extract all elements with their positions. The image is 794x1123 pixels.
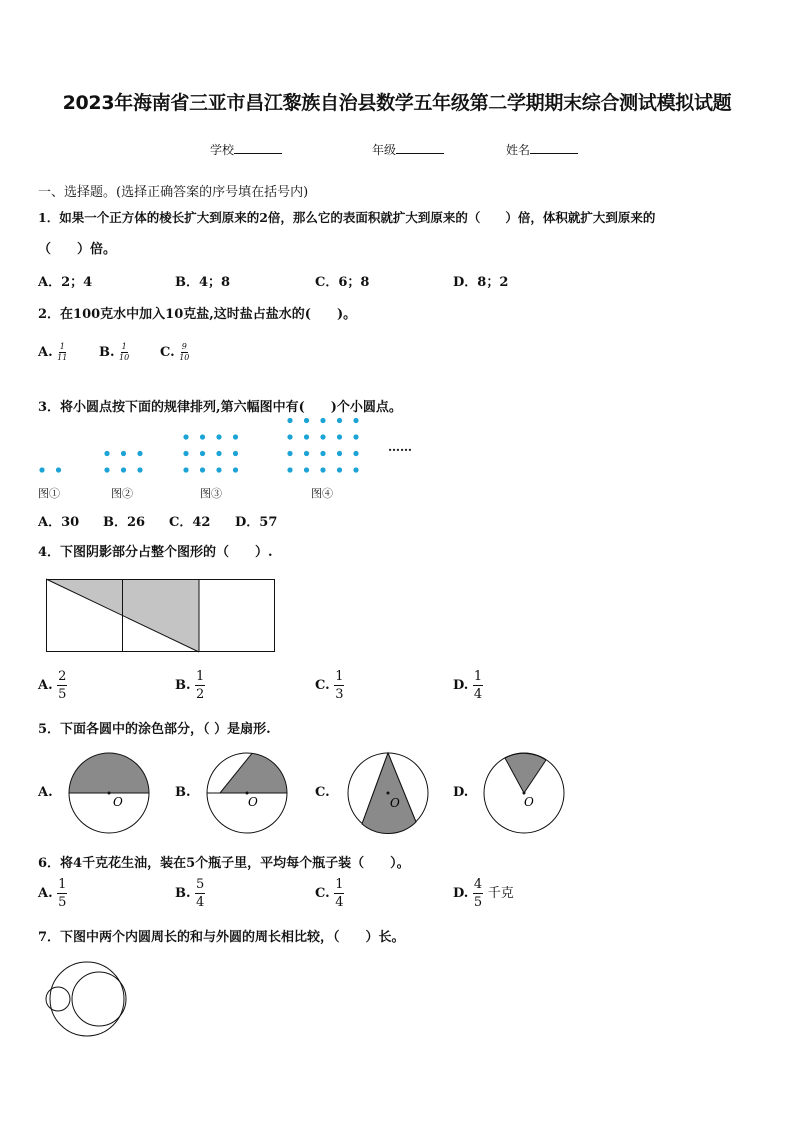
q1-option-b[interactable]: B．4；8: [175, 275, 231, 290]
q6-option-a-label: A.: [38, 886, 53, 901]
pattern-dot: [287, 418, 292, 423]
q6-text: 6．将4千克花生油，装在5个瓶子里，平均每个瓶子装（ ）。: [38, 856, 410, 871]
q4-option-b-label: B.: [175, 678, 191, 693]
q4-fraction-c: $\frac{1}{3}$: [335, 669, 344, 702]
pattern-dot: [337, 451, 342, 456]
q4-option-c[interactable]: [315, 670, 344, 701]
pattern-dot: [216, 467, 221, 472]
fig4-caption: 图④: [311, 487, 333, 500]
pattern-dot: [183, 467, 188, 472]
q6-fraction-c: $\frac{1}{4}$: [335, 877, 344, 910]
pattern-dot: [337, 467, 342, 472]
pattern-dot: [320, 467, 325, 472]
pattern-dot: [353, 434, 358, 439]
pattern-dot: [320, 434, 325, 439]
pattern-dot: [121, 451, 126, 456]
q1-option-c[interactable]: C．6；8: [315, 275, 370, 290]
q6-option-c-label: C.: [315, 886, 330, 901]
circle-c-figure[interactable]: [347, 752, 431, 836]
nested-circles-figure: [44, 961, 134, 1041]
q6-option-d-label: D.: [453, 886, 469, 901]
q5-option-b-label[interactable]: B.: [175, 785, 191, 800]
pattern-dot: [287, 467, 292, 472]
q4-fraction-d: $\frac{1}{4}$: [473, 669, 483, 702]
pattern-dot: [304, 418, 309, 423]
q6-option-b[interactable]: [175, 878, 205, 909]
pattern-dot: [353, 418, 358, 423]
q3-option-c[interactable]: C．42: [169, 515, 211, 530]
pattern-dot: [183, 451, 188, 456]
q2-text: 2．在100克水中加入10克盐,这时盐占盐水的( )。: [38, 307, 357, 322]
pattern-dot: [353, 451, 358, 456]
name-label: 姓名: [506, 143, 531, 157]
q1-line1: 1．如果一个正方体的棱长扩大到原来的2倍，那么它的表面积就扩大到原来的（ ）倍，体积就扩大到原来的: [38, 210, 656, 225]
pattern-ellipsis: ……: [388, 440, 412, 454]
pattern-dot: [200, 467, 205, 472]
q6-option-b-label: B.: [175, 886, 191, 901]
pattern-dot: [200, 451, 205, 456]
pattern-dot: [183, 434, 188, 439]
pattern-dot: [304, 451, 309, 456]
q1-line2: （ ）倍。: [38, 242, 117, 257]
q4-option-d[interactable]: [453, 670, 483, 701]
pattern-dot: [320, 451, 325, 456]
q4-option-a-label: A.: [38, 678, 53, 693]
fig3-caption: 图③: [200, 487, 222, 500]
pattern-dot: [304, 467, 309, 472]
pattern-dot: [121, 467, 126, 472]
outer-circle: [50, 962, 124, 1036]
q3-option-b[interactable]: B．26: [103, 515, 146, 530]
q6-option-d[interactable]: [453, 878, 514, 909]
q3-option-a[interactable]: A．30: [38, 515, 80, 530]
q4-text: 4．下图阴影部分占整个图形的（ ）.: [38, 545, 273, 560]
q7-text: 7．下图中两个内圆周长的和与外圆的周长相比较，（ ）长。: [38, 930, 405, 945]
q4-option-a[interactable]: [38, 670, 67, 701]
pattern-dot: [200, 434, 205, 439]
page-title: 2023年海南省三亚市昌江黎族自治县数学五年级第二学期期末综合测试模拟试题: [62, 92, 732, 114]
circle-a-figure[interactable]: [68, 752, 152, 836]
q2-fraction-c: $\frac{9}{10}$: [179, 342, 190, 362]
q5-text: 5．下面各圆中的涂色部分，（ ）是扇形.: [38, 722, 271, 737]
q6-fraction-b: $\frac{5}{4}$: [196, 877, 205, 910]
pattern-dot: [104, 467, 109, 472]
circle-a-center-label: O: [113, 795, 123, 809]
q2-option-a-label: A.: [38, 345, 53, 360]
q5-option-a-label[interactable]: A.: [38, 785, 53, 800]
q2-option-b-label: B.: [99, 345, 115, 360]
q6-fraction-a: $\frac{1}{5}$: [58, 877, 67, 910]
pattern-dot: [287, 434, 292, 439]
pattern-dot: [337, 418, 342, 423]
q4-option-b[interactable]: [175, 670, 205, 701]
q2-option-c-label: C.: [160, 345, 175, 360]
school-label: 学校: [210, 143, 235, 157]
q4-fraction-a: $\frac{2}{5}$: [58, 669, 67, 702]
q4-option-c-label: C.: [315, 678, 330, 693]
q6-option-a[interactable]: [38, 878, 67, 909]
pattern-dot: [137, 467, 142, 472]
pattern-dot: [320, 418, 325, 423]
circle-c-center-label: O: [390, 796, 400, 810]
q1-option-a[interactable]: A．2；4: [38, 275, 93, 290]
section-heading: 一、选择题。(选择正确答案的序号填在括号内): [38, 185, 309, 200]
q1-option-d[interactable]: D．8；2: [453, 275, 509, 290]
q4-fraction-b: $\frac{1}{2}$: [196, 669, 205, 702]
q5-option-d-label[interactable]: D.: [453, 785, 469, 800]
pattern-dot: [304, 434, 309, 439]
pattern-dot: [353, 467, 358, 472]
pattern-dot: [233, 451, 238, 456]
q6-fraction-d: $\frac{4}{5}$: [473, 877, 483, 910]
q4-option-d-label: D.: [453, 678, 469, 693]
pattern-dot: [137, 451, 142, 456]
pattern-dot: [233, 467, 238, 472]
circle-d-figure[interactable]: [483, 752, 567, 836]
q6-unit: 千克: [487, 886, 514, 901]
pattern-dot: [337, 434, 342, 439]
q6-option-c[interactable]: [315, 878, 344, 909]
circle-d-center-label: O: [524, 795, 534, 809]
fig2-caption: 图②: [111, 487, 133, 500]
pattern-dot: [104, 451, 109, 456]
fig1-caption: 图①: [38, 487, 60, 500]
pattern-dot: [287, 451, 292, 456]
circle-b-center-label: O: [248, 795, 258, 809]
q5-option-c-label[interactable]: C.: [315, 785, 330, 800]
q3-text: 3．将小圆点按下面的规律排列,第六幅图中有( )个小圆点。: [38, 400, 402, 415]
q2-fraction-a: $\frac{1}{11}$: [57, 342, 68, 362]
shaded-rectangle-figure: [46, 579, 276, 654]
q3-option-d[interactable]: D．57: [235, 515, 278, 530]
pattern-dot: [216, 434, 221, 439]
pattern-dot: [216, 451, 221, 456]
q2-fraction-b: $\frac{1}{10}$: [119, 342, 130, 362]
grade-label: 年级: [372, 143, 397, 157]
circle-b-figure[interactable]: [206, 752, 290, 836]
pattern-dot: [233, 434, 238, 439]
pattern-dot: [39, 467, 44, 472]
large-inner-circle: [72, 972, 126, 1026]
pattern-dot: [56, 467, 61, 472]
